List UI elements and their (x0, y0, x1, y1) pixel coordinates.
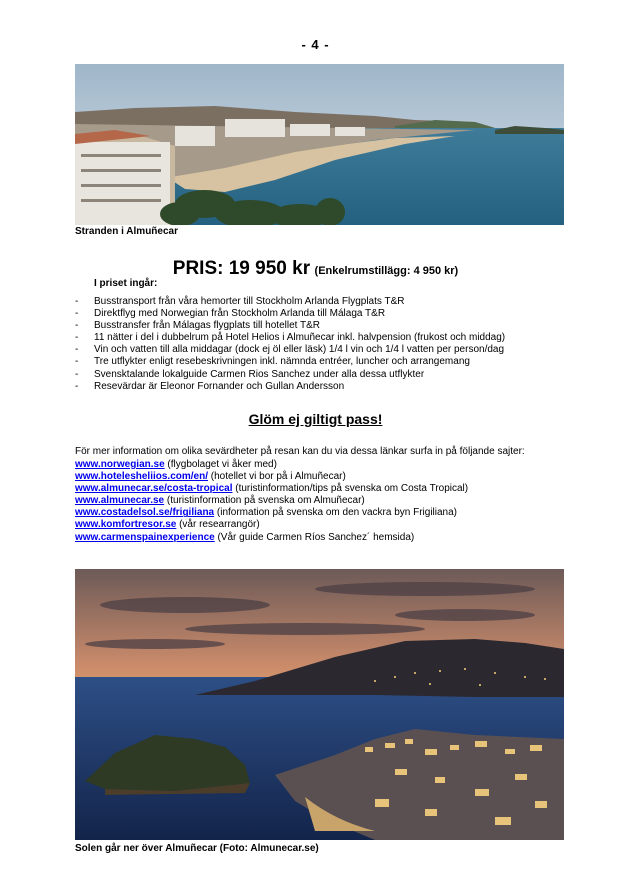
link-item: www.hotelesheliios.com/en/ (hotellet vi bor på i Almuñecar) (75, 471, 346, 483)
link-carmen[interactable]: www.carmenspainexperience (75, 531, 215, 543)
link-costa-tropical[interactable]: www.almunecar.se/costa-tropical (75, 483, 233, 495)
list-item: - Svensktalande lokalguide Carmen Rios Sanchez under alla dessa utflykter (75, 368, 425, 380)
included-list (75, 296, 505, 393)
passport-heading: Glöm ej giltigt pass! (248, 411, 383, 427)
links-list (75, 459, 468, 544)
link-item: www.almunecar.se/costa-tropical (turistinformation/tips på svenska om Costa Tropical) (75, 483, 469, 495)
info-intro: För mer information om olika sevärdheter på resan kan du via dessa länkar surfa in på följande sajter: (75, 446, 525, 457)
link-hotel-helios[interactable]: www.hotelesheliios.com/en/ (75, 471, 208, 483)
sunset-photo (75, 569, 564, 840)
link-item: www.norwegian.se (flygbolaget vi åker med) (75, 459, 277, 470)
page-number: - 4 - (301, 37, 330, 52)
link-almunecar[interactable]: www.almunecar.se (75, 495, 165, 507)
link-item: www.costadelsol.se/frigiliana (information på svenska om den vackra byn Frigiliana) (75, 507, 458, 519)
price-line (0, 258, 631, 280)
list-item: - Resevärdar är Eleonor Fornander och Gullan Andersson (75, 380, 345, 392)
beach-photo (75, 64, 564, 225)
list-item: - Direktflyg med Norwegian från Stockholm Arlanda till Málaga T&R (75, 308, 386, 320)
link-item: www.komfortresor.se (vår researrangör) (75, 519, 260, 531)
included-heading: I priset ingår: (94, 278, 158, 289)
link-komfortresor[interactable]: www.komfortresor.se (75, 519, 177, 531)
list-item: - 11 nätter i del i dubbelrum på Hotel Helios i Almuñecar inkl. halvpension (frukost och middag) (75, 332, 506, 344)
sunset-photo-caption: Solen går ner över Almuñecar (Foto: Almunecar.se) (75, 843, 319, 854)
link-norwegian[interactable]: www.norwegian.se (75, 459, 165, 470)
beach-photo-caption: Stranden i Almuñecar (75, 226, 178, 237)
link-item: www.almunecar.se (turistinformation på svenska om Almuñecar) (75, 495, 365, 507)
list-item: - Vin och vatten till alla middagar (dock ej öl eller läsk) 1/4 l vin och 1/4 l vatten per person/dag (75, 344, 505, 356)
link-item: www.carmenspainexperience (Vår guide Carmen Ríos Sanchez´ hemsida) (75, 531, 415, 543)
list-item: - Busstransfer från Málagas flygplats till hotellet T&R (75, 320, 321, 332)
link-frigiliana[interactable]: www.costadelsol.se/frigiliana (75, 507, 215, 519)
list-item: - Busstransport från våra hemorter till Stockholm Arlanda Flygplats T&R (75, 296, 405, 307)
list-item: - Tre utflykter enligt resebeskrivningen inkl. nämnda entréer, luncher och arrangemang (75, 356, 470, 368)
single-supplement: (Enkelrumstillägg: 4 950 kr) (314, 265, 459, 277)
price-amount: PRIS: 19 950 kr (172, 258, 311, 279)
